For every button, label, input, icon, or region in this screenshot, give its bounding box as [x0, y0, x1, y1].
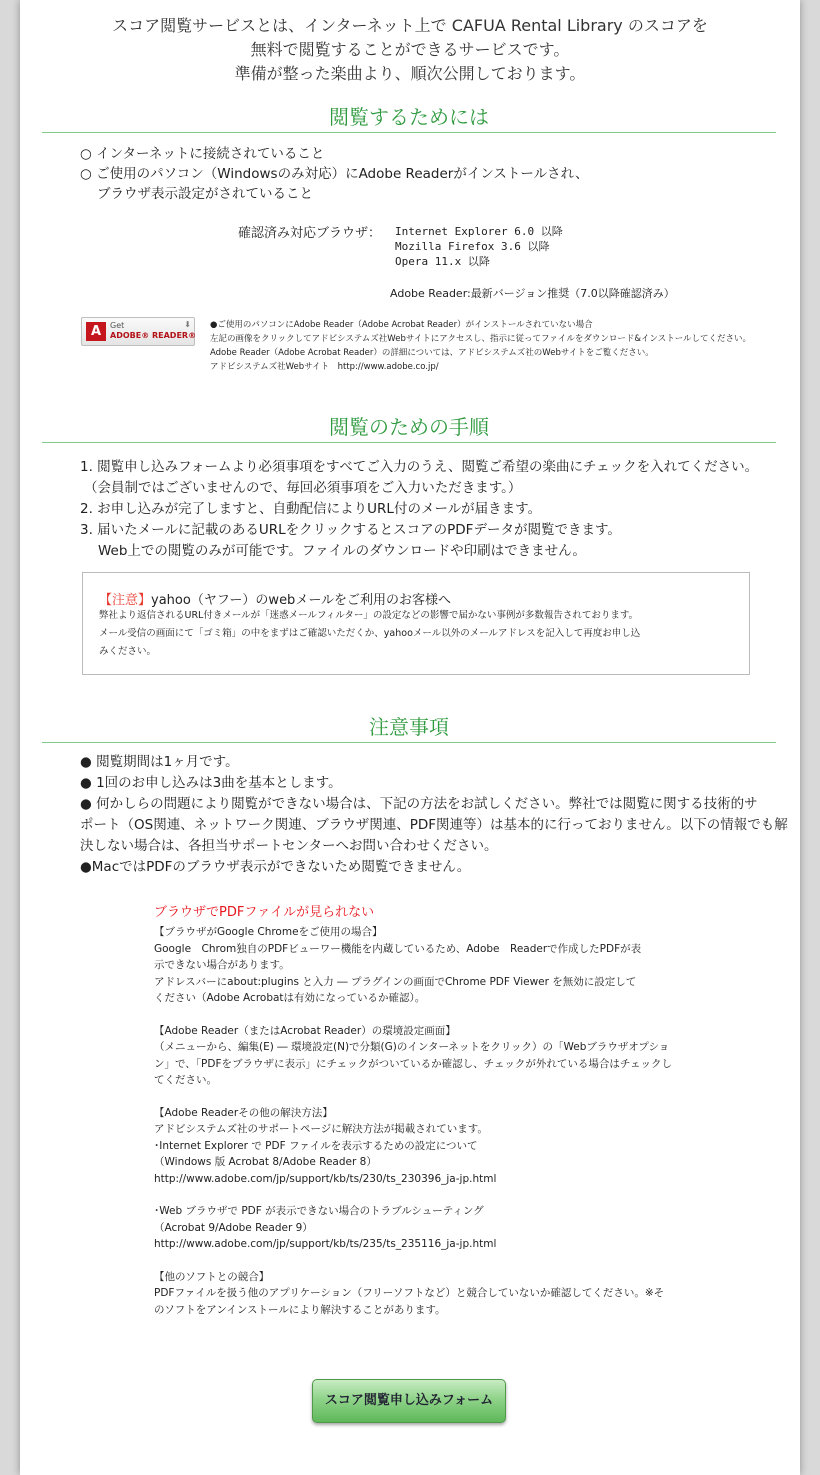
- intro-line: スコア閲覧サービスとは、インターネット上で CAFUA Rental Library のスコアを: [112, 16, 708, 35]
- requirement-item: ブラウザ表示設定がされていること: [97, 186, 313, 202]
- browsers-label: 確認済み対応ブラウザ：: [238, 226, 382, 241]
- help-line: （Acrobat 9/Adobe Reader 9）: [154, 1221, 313, 1234]
- help-line: ･Internet Explorer で PDF ファイルを表示するための設定について: [154, 1139, 478, 1152]
- caution-list: [80, 752, 788, 878]
- notice-line: 弊社より返信されるURL付きメールが「迷惑メールフィルター」の設定などの影響で届かない事例が多数報告されております。: [99, 610, 639, 621]
- requirement-item: ○ インターネットに接続されていること: [80, 146, 325, 162]
- yahoo-notice-box: [82, 572, 750, 675]
- notice-heading-text: yahoo（ヤフー）のwebメールをご利用のお客様へ: [151, 593, 452, 608]
- help-line: 示できない場合があります。: [154, 959, 290, 971]
- troubleshooting-title: ブラウザでPDFファイルが見られない: [154, 905, 375, 920]
- help-line: （メニューから、編集(E) ― 環境設定(N)で分類(G)のインターネットをクリック）の「Webブラウザオプショ: [154, 1041, 670, 1053]
- section-divider: [42, 442, 776, 443]
- intro-line: 無料で閲覧することができるサービスです。: [250, 40, 570, 59]
- note-line: ●ご使用のパソコンにAdobe Reader（Adobe Acrobat Reader）がインストールされていない場合: [210, 320, 593, 330]
- caution-item: ポート（OS関連、ネットワーク関連、ブラウザ関連、PDF関連等）は基本的に行っておりません。以下の情報でも解: [80, 817, 788, 833]
- help-line: （Windows 版 Acrobat 8/Adobe Reader 8）: [154, 1156, 377, 1168]
- intro-line: 準備が整った楽曲より、順次公開しております。: [234, 64, 586, 83]
- caution-item: ● 1回のお申し込みは3曲を基本とします。: [80, 775, 342, 791]
- badge-product-label: ADOBE® READER®: [110, 331, 197, 340]
- score-application-form-button[interactable]: スコア閲覧申し込みフォーム: [312, 1379, 506, 1423]
- pdf-troubleshooting: [154, 904, 672, 1318]
- adobe-reader-notes: [210, 318, 751, 374]
- content-page: [20, 0, 800, 1475]
- section-divider: [42, 132, 776, 133]
- help-heading: 【ブラウザがGoogle Chromeをご使用の場合】: [154, 926, 383, 938]
- step-item: 1. 閲覧申し込みフォームより必須事項をすべてご入力のうえ、閲覧ご希望の楽曲にチェックを入れてください。: [80, 459, 759, 475]
- caution-item: ● 閲覧期間は1ヶ月です。: [80, 754, 239, 770]
- notice-line: メール受信の画面にて「ゴミ箱」の中をまずはご確認いただくか、yahooメール以外のメールアドレスを記入して再度お申し込: [99, 628, 641, 639]
- help-line: アドビシステムズ社のサポートページに解決方法が掲載されています。: [154, 1123, 488, 1135]
- reader-recommendation: Adobe Reader:最新バージョン推奨（7.0以降確認済み）: [390, 287, 675, 300]
- notice-line: みください。: [99, 646, 157, 657]
- section-title-notes: 注意事項: [369, 715, 449, 739]
- requirement-item: ○ ご使用のパソコン（Windowsのみ対応）にAdobe Readerがインストールされ、: [80, 166, 589, 182]
- help-line: PDFファイルを扱う他のアプリケーション（フリーソフトなど）と競合していないか確認してください。※そ: [154, 1287, 665, 1299]
- step-item: Web上での閲覧のみが可能です。ファイルのダウンロードや印刷はできません。: [98, 543, 586, 559]
- caution-item: ●MacではPDFのブラウザ表示ができないため閲覧できません。: [80, 859, 471, 875]
- note-line: Adobe Reader（Adobe Acrobat Reader）の詳細については、アドビシステムズ社のWebサイトをご覧ください。: [210, 348, 654, 358]
- note-line: 左記の画像をクリックしてアドビシステムズ社Webサイトにアクセスし、指示に従ってファイルをダウンロード&インストールしてください。: [210, 334, 752, 344]
- caution-item: 決しない場合は、各担当サポートセンターへお問い合わせください。: [80, 838, 498, 854]
- step-item: 2. お申し込みが完了しますと、自動配信によりURL付のメールが届きます。: [80, 501, 542, 517]
- procedure-steps: [80, 457, 758, 562]
- adobe-site-link[interactable]: アドビシステムズ社Webサイト http://www.adobe.co.jp/: [210, 362, 439, 372]
- help-line: ください（Adobe Acrobatは有効になっているか確認）。: [154, 992, 426, 1004]
- browser-item: Opera 11.x 以降: [395, 255, 490, 268]
- step-item: （会員制ではございませんので、毎回必須事項をご入力いただきます。）: [84, 480, 522, 496]
- help-heading: 【他のソフトとの競合】: [154, 1270, 270, 1283]
- section-divider: [42, 742, 776, 743]
- help-line: ン」で、「PDFをブラウザに表示」にチェックがついているか確認し、チェックが外れている場合はチェックし: [154, 1057, 673, 1070]
- notice-heading: [99, 589, 451, 608]
- help-line: Google Chrom独自のPDFビューワー機能を内蔵しているため、Adobe Readerで作成したPDFが表: [154, 942, 642, 955]
- notice-body: [99, 607, 640, 661]
- requirements-list: [80, 144, 588, 204]
- help-heading: 【Adobe Readerその他の解決方法】: [154, 1106, 333, 1119]
- adobe-logo-icon: A: [86, 322, 106, 341]
- caution-item: ● 何かしらの問題により閲覧ができない場合は、下記の方法をお試しください。弊社では閲覧に関する技術的サ: [80, 796, 758, 812]
- browser-item: Mozilla Firefox 3.6 以降: [395, 240, 550, 253]
- step-item: 3. 届いたメールに記載のあるURLをクリックするとスコアのPDFデータが閲覧できます。: [80, 522, 621, 538]
- help-line: のソフトをアンインストールにより解決することがあります。: [154, 1303, 446, 1316]
- help-link[interactable]: http://www.adobe.com/jp/support/kb/ts/230/ts_230396_ja-jp.html: [154, 1172, 497, 1185]
- help-heading: 【Adobe Reader（またはAcrobat Reader）の環境設定画面】: [154, 1024, 456, 1037]
- section-title-procedure: 閲覧のための手順: [329, 415, 489, 439]
- badge-get-label: Get: [110, 321, 125, 330]
- notice-mark: 【注意】: [99, 593, 152, 608]
- help-link[interactable]: http://www.adobe.com/jp/support/kb/ts/235/ts_235116_ja-jp.html: [154, 1238, 497, 1250]
- help-line: ･Web ブラウザで PDF が表示できない場合のトラブルシューティング: [154, 1205, 484, 1217]
- browser-item: Internet Explorer 6.0 以降: [395, 225, 563, 238]
- download-arrow-icon: ⬇: [184, 320, 191, 329]
- get-adobe-reader-button[interactable]: [81, 317, 195, 346]
- section-title-requirements: 閲覧するためには: [329, 105, 489, 129]
- help-line: アドレスバーにabout:plugins と入力 ― プラグインの画面でChrome PDF Viewer を無効に設定して: [154, 975, 637, 988]
- intro-text: [20, 14, 800, 86]
- help-line: てください。: [154, 1074, 217, 1086]
